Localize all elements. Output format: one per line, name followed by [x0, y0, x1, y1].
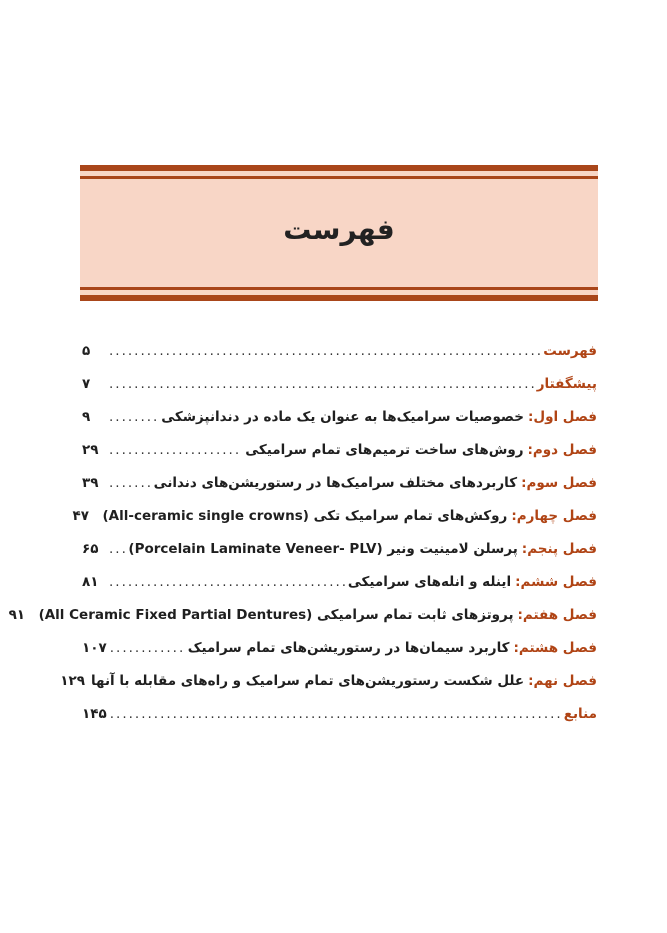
toc-page-number: ۴۷	[72, 507, 89, 524]
toc-leader-dots	[109, 376, 534, 392]
toc-colon: :	[528, 672, 534, 689]
toc-page-number: ۱۰۷	[82, 639, 107, 656]
toc-page-number: ۹۱	[8, 606, 26, 623]
toc-title: پروتزهای ثابت تمام سرامیکی (All Ceramic Fixed Partial Dentures)	[38, 606, 514, 623]
toc-colon: :	[521, 540, 528, 557]
toc-entry-chapter-2[interactable]	[82, 433, 597, 466]
toc-colon: :	[517, 606, 523, 623]
toc-entry-chapter-1[interactable]	[82, 400, 597, 433]
toc-leader-dots	[109, 541, 125, 557]
toc-entry-chapter-3[interactable]	[82, 466, 597, 499]
toc-label: پیشگفتار	[536, 375, 597, 392]
toc-colon: :	[511, 507, 517, 524]
toc-label: فصل سوم	[526, 474, 597, 491]
toc-leader-dots	[109, 475, 151, 491]
toc-colon: :	[521, 474, 527, 491]
toc-label: منابع	[563, 705, 597, 722]
toc-entry-contents[interactable]	[82, 334, 597, 367]
toc-page-number: ۱۲۹	[60, 672, 85, 689]
page-title: فهرست	[283, 213, 395, 246]
toc-entry-chapter-6[interactable]	[82, 565, 597, 598]
toc-page-number: ۵	[82, 342, 91, 359]
toc-label: فصل هفتم	[522, 606, 597, 623]
banner-bottom-rule	[80, 295, 598, 301]
toc-label: فصل اول	[533, 408, 597, 425]
toc-leader-dots	[109, 409, 158, 425]
toc-title: کاربرد سیمان‌ها در رستوریشن‌های تمام سرامیک	[187, 639, 510, 656]
toc-page-number: ۶۵	[82, 540, 99, 557]
toc-leader-dots	[110, 706, 561, 722]
toc-entry-chapter-7[interactable]	[8, 598, 597, 631]
toc-title: روش‌های ساخت ترمیم‌های تمام سرامیکی	[245, 441, 524, 458]
toc-page-number: ۹	[82, 408, 91, 425]
banner-bottom-thin-rule	[80, 287, 598, 290]
toc-entry-chapter-4[interactable]	[72, 499, 597, 532]
toc-page-number: ۸۱	[82, 573, 99, 590]
toc-label: فصل پنجم	[527, 540, 597, 557]
toc-title: پرسلن لامینیت ونیر (Porcelain Laminate Veneer- PLV)	[128, 540, 518, 557]
toc-entry-preface[interactable]	[82, 367, 597, 400]
toc-colon: :	[527, 441, 533, 458]
toc-page-number: ۳۹	[82, 474, 99, 491]
toc-page-number: ۷	[82, 375, 91, 392]
toc-leader-dots	[110, 640, 185, 656]
toc-title: روکش‌های تمام سرامیک تکی (All-ceramic single crowns)	[102, 507, 508, 524]
title-banner	[80, 165, 598, 301]
table-of-contents	[8, 334, 597, 730]
toc-colon: :	[513, 639, 519, 656]
toc-leader-dots	[109, 343, 540, 359]
toc-entry-chapter-8[interactable]	[82, 631, 597, 664]
toc-colon: :	[515, 573, 521, 590]
toc-label: فصل ششم	[520, 573, 597, 590]
toc-title: علل شکست رستوریشن‌های تمام سرامیک و راه‌های مقابله با آنها	[90, 672, 525, 689]
toc-title: خصوصیات سرامیک‌ها به عنوان یک ماده در دندانپزشکی	[161, 408, 524, 425]
toc-leader-dots	[109, 574, 345, 590]
toc-label: فصل دوم	[532, 441, 597, 458]
toc-label: فصل چهارم	[516, 507, 597, 524]
toc-label: فصل هشتم	[518, 639, 597, 656]
toc-title: کاربردهای مختلف سرامیک‌ها در رستوریشن‌های دندانی	[153, 474, 518, 491]
toc-page-number: ۲۹	[82, 441, 99, 458]
banner-top-thin-rule	[80, 176, 598, 179]
banner-top-rule	[80, 165, 598, 171]
toc-leader-dots	[109, 442, 242, 458]
toc-title: اینله و انله‌های سرامیکی	[347, 573, 512, 590]
toc-entry-chapter-9[interactable]	[60, 664, 597, 697]
toc-entry-references[interactable]	[82, 697, 597, 730]
toc-page-number: ۱۴۵	[82, 705, 107, 722]
toc-colon: :	[527, 408, 534, 425]
toc-label: فصل نهم	[533, 672, 597, 689]
toc-entry-chapter-5[interactable]	[82, 532, 597, 565]
toc-label: فهرست	[543, 342, 597, 359]
